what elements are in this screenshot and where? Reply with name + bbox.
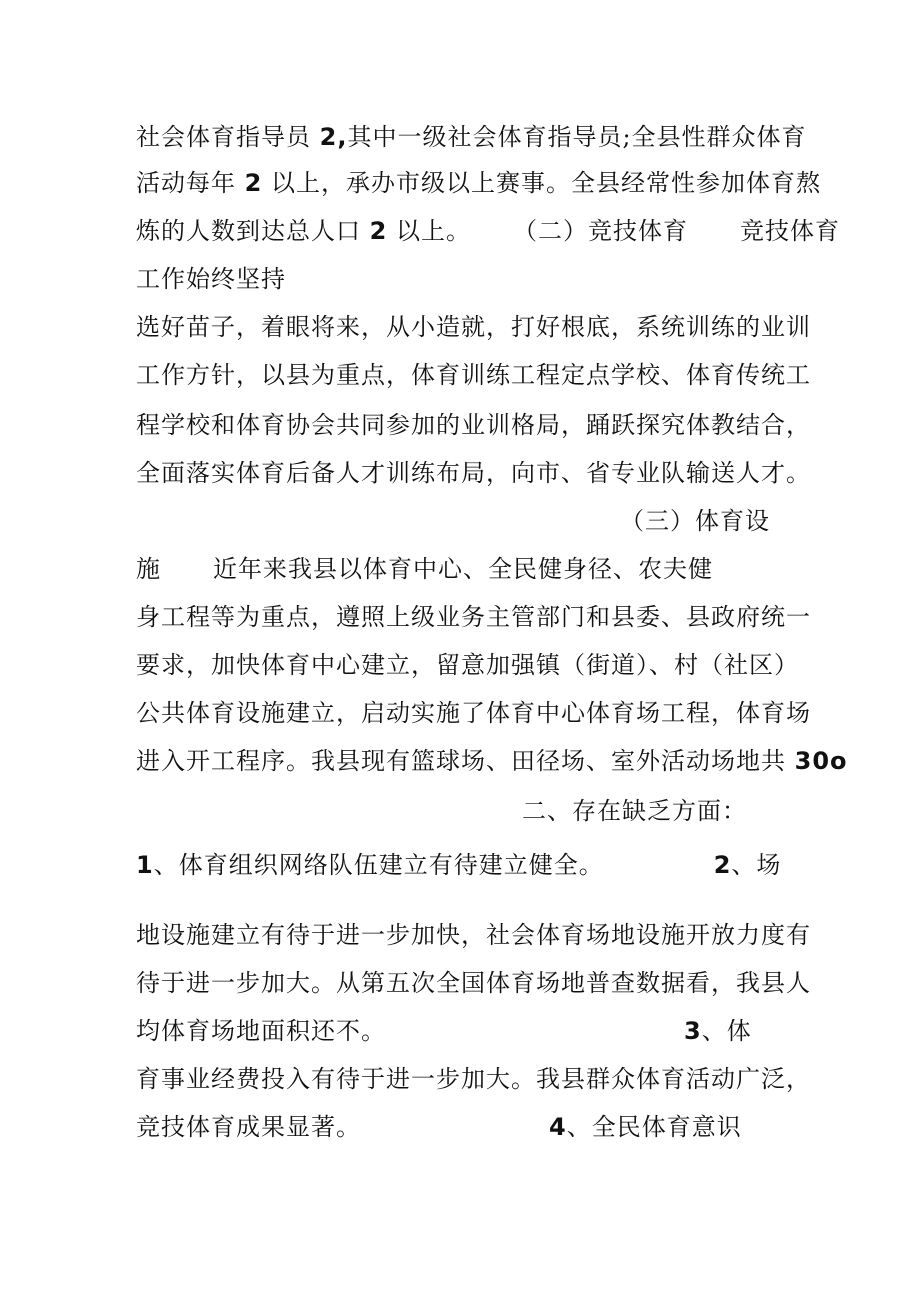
text-line: 1、体育组织网络队伍建立有待建立健全。 2、场	[136, 851, 782, 879]
text-line: 待于进一步加大。从第五次全国体育场地普查数据看，我县人	[136, 969, 811, 997]
text-line: 要求，加快体育中心建立，留意加强镇（街道）、村（社区）	[136, 651, 799, 679]
text-line: 进入开工程序。我县现有篮球场、田径场、室外活动场地共 30o	[136, 747, 848, 775]
text-line: 施 近年来我县以体育中心、全民健身径、农夫健	[136, 555, 713, 583]
text-line: 身工程等为重点，遵照上级业务主管部门和县委、县政府统一	[136, 603, 811, 631]
text-line: 地设施建立有待于进一步加快，社会体育场地设施开放力度有	[136, 921, 811, 949]
text-line: 全面落实体育后备人才训练布局，向市、省专业队输送人才。	[136, 459, 811, 487]
text-line: 育事业经费投入有待于进一步加大。我县群众体育活动广泛，	[136, 1065, 811, 1093]
text-line: 程学校和体育协会共同参加的业训格局，踊跃探究体教结合，	[136, 411, 811, 439]
section-heading-facilities: （三）体育设	[620, 507, 770, 535]
text-line: 工作始终坚持	[136, 265, 286, 293]
section-heading-competitive-sports: （二）竞技体育	[512, 217, 688, 245]
text-line: 公共体育设施建立，启动实施了体育中心体育场工程，体育场	[136, 699, 811, 727]
text-line: 社会体育指导员 2,其中一级社会体育指导员;全县性群众体育	[136, 123, 807, 151]
text-line: 活动每年 2 以上，承办市级以上赛事。全县经常性参加体育熬	[136, 169, 821, 197]
text-line: 竞技体育成果显著。 4、全民体育意识	[136, 1113, 742, 1141]
text-line: 工作方针，以县为重点，体育训练工程定点学校、体育传统工	[136, 361, 811, 389]
text-line: 选好苗子，着眼将来，从小造就，打好根底，系统训练的业训	[136, 313, 811, 341]
text-line: 炼的人数到达总人口 2 以上。 （二）竞技体育 竞技体育	[136, 217, 840, 245]
section-heading-shortcomings: 二、存在缺乏方面：	[522, 797, 747, 825]
text-line: 均体育场地面积还不。 3、体	[136, 1017, 752, 1045]
